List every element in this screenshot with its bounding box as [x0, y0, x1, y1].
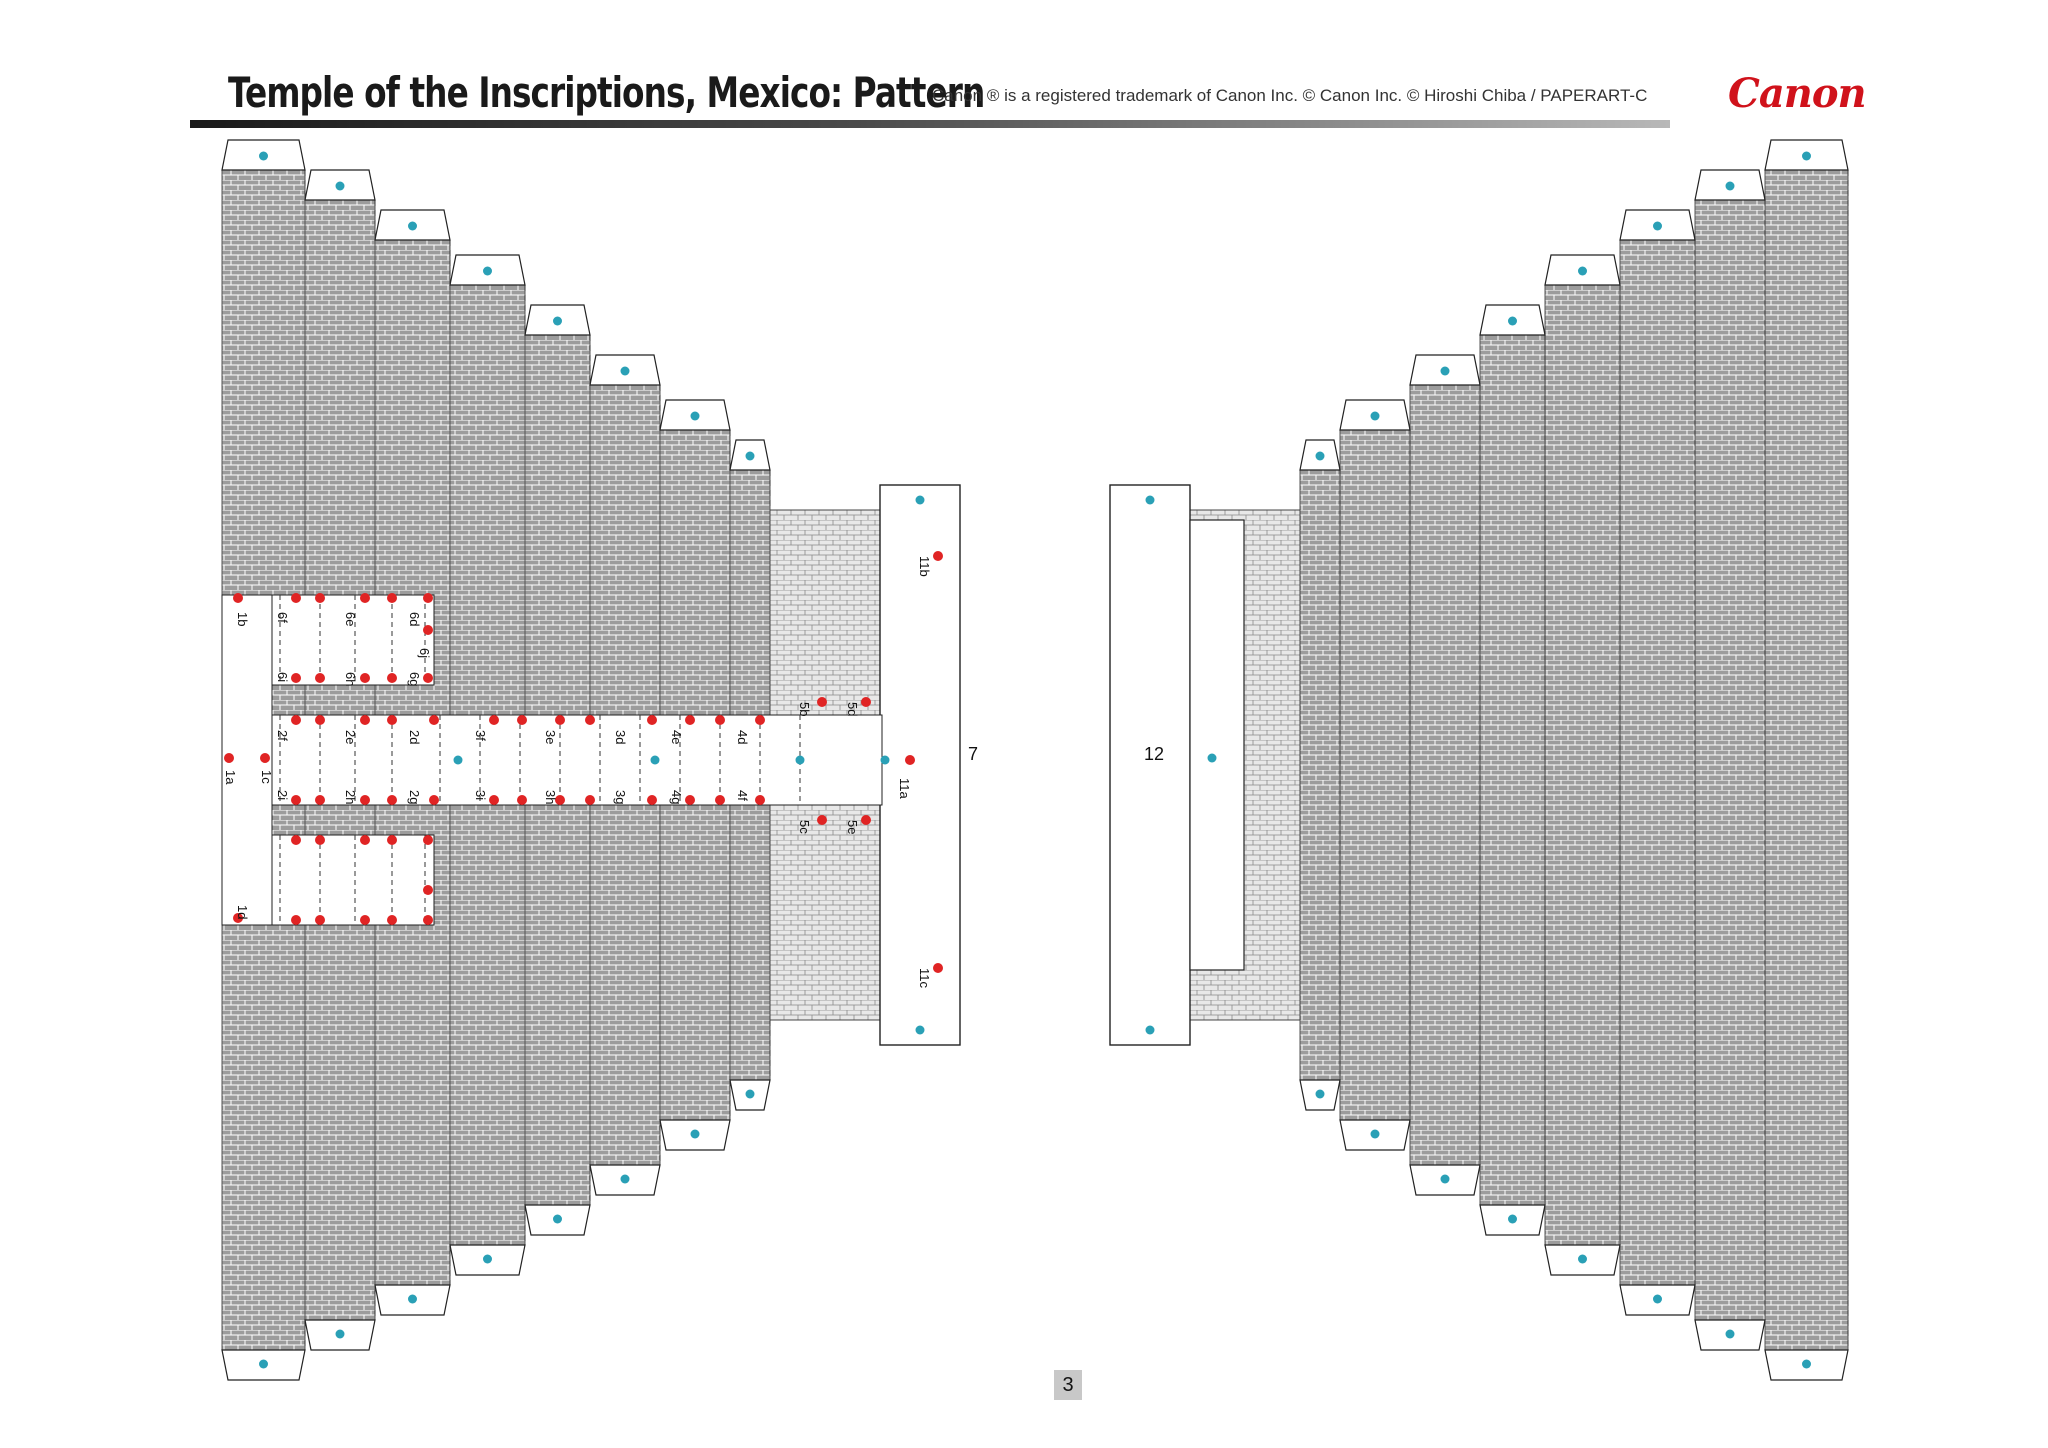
- glue-dot: [291, 593, 301, 603]
- fold-dot: [1726, 182, 1735, 191]
- fold-dot: [746, 1090, 755, 1099]
- glue-label-6j: 6j: [417, 648, 432, 659]
- glue-dot: [861, 815, 871, 825]
- fold-dot: [1578, 267, 1587, 276]
- glue-dot: [517, 715, 527, 725]
- fold-dot: [553, 1215, 562, 1224]
- glue-dot: [517, 795, 527, 805]
- brick-column: [1620, 240, 1695, 1285]
- glue-label-4d: 4d: [735, 730, 750, 745]
- fold-dot: [881, 756, 890, 765]
- glue-dot: [387, 835, 397, 845]
- pattern-piece-7: [222, 140, 960, 1380]
- fold-dot: [1802, 1360, 1811, 1369]
- glue-dot: [489, 795, 499, 805]
- fold-dot: [1508, 317, 1517, 326]
- glue-dot: [360, 593, 370, 603]
- glue-dot: [685, 715, 695, 725]
- copyright-notice: Canon ® is a registered trademark of Canon Inc. © Canon Inc. © Hiroshi Chiba / PAPERART-C: [932, 86, 1648, 105]
- glue-dot: [585, 795, 595, 805]
- glue-dot: [423, 625, 433, 635]
- glue-dot: [315, 715, 325, 725]
- glue-label-1a: 1a: [223, 770, 238, 785]
- glue-dot: [360, 795, 370, 805]
- glue-dot: [423, 593, 433, 603]
- fold-dot: [483, 267, 492, 276]
- canon-logo: Canon: [1728, 70, 1866, 117]
- glue-dot: [933, 963, 943, 973]
- fold-dot: [1441, 367, 1450, 376]
- piece-number-12: 12: [1144, 744, 1165, 764]
- glue-label-1b: 1b: [235, 612, 250, 627]
- fold-dot: [483, 1255, 492, 1264]
- fold-dot: [1371, 1130, 1380, 1139]
- fold-dot: [1508, 1215, 1517, 1224]
- glue-label-4f: 4f: [735, 790, 750, 801]
- fold-dot: [553, 317, 562, 326]
- glue-dot: [755, 795, 765, 805]
- glue-label-1c: 1c: [259, 770, 274, 784]
- fold-dot: [1146, 496, 1155, 505]
- glue-dot: [387, 673, 397, 683]
- glue-dot: [905, 755, 915, 765]
- glue-dot: [715, 795, 725, 805]
- fold-dot: [796, 756, 805, 765]
- glue-label-11c: 11c: [917, 968, 932, 988]
- glue-dot: [423, 915, 433, 925]
- glue-label-2f: 2f: [275, 730, 290, 741]
- glue-label-4e: 4e: [669, 730, 684, 745]
- end-panel: [1110, 485, 1190, 1045]
- glue-dot: [233, 593, 243, 603]
- glue-label-4g: 4g: [669, 790, 684, 805]
- glue-label-3g: 3g: [613, 790, 628, 805]
- glue-dot: [861, 697, 871, 707]
- glue-label-2i: 2i: [275, 790, 290, 801]
- glue-dot: [647, 715, 657, 725]
- fold-dot: [651, 756, 660, 765]
- fold-dot: [1802, 152, 1811, 161]
- glue-dot: [387, 915, 397, 925]
- glue-dot: [387, 795, 397, 805]
- glue-dot: [315, 673, 325, 683]
- fold-dot: [408, 222, 417, 231]
- glue-dot: [291, 915, 301, 925]
- fold-dot: [1208, 754, 1217, 763]
- glue-label-11a: 11a: [897, 778, 912, 799]
- brick-column: [1410, 385, 1480, 1165]
- fold-dot: [1726, 1330, 1735, 1339]
- glue-dot: [715, 715, 725, 725]
- glue-label-6d: 6d: [407, 612, 422, 627]
- glue-dot: [315, 835, 325, 845]
- fold-dot: [1653, 222, 1662, 231]
- fold-dot: [1578, 1255, 1587, 1264]
- fold-dot: [336, 1330, 345, 1339]
- glue-dot: [423, 673, 433, 683]
- glue-label-6i: 6i: [275, 672, 290, 683]
- glue-label-3f: 3f: [473, 730, 488, 741]
- glue-dot: [291, 715, 301, 725]
- glue-dot: [291, 835, 301, 845]
- fold-dot: [259, 1360, 268, 1369]
- fold-dot: [1316, 1090, 1325, 1099]
- fold-dot: [1371, 412, 1380, 421]
- glue-dot: [555, 715, 565, 725]
- glue-label-2e: 2e: [343, 730, 358, 745]
- fold-dot: [691, 412, 700, 421]
- brick-column: [1695, 200, 1765, 1320]
- glue-dot: [291, 673, 301, 683]
- brick-column: [1545, 285, 1620, 1245]
- glue-dot: [429, 795, 439, 805]
- glue-dot: [291, 795, 301, 805]
- glue-dot: [685, 795, 695, 805]
- glue-label-11b: 11b: [917, 556, 932, 577]
- glue-label-2d: 2d: [407, 730, 422, 745]
- fold-dot: [1441, 1175, 1450, 1184]
- glue-dot: [360, 673, 370, 683]
- glue-label-6g: 6g: [407, 672, 422, 687]
- glue-dot: [315, 593, 325, 603]
- fold-dot: [454, 756, 463, 765]
- glue-dot: [647, 795, 657, 805]
- page-title: Temple of the Inscriptions, Mexico: Pattern: [228, 68, 985, 117]
- fold-dot: [1316, 452, 1325, 461]
- glue-dot: [387, 593, 397, 603]
- glue-label-5c: 5c: [797, 820, 812, 834]
- fold-dot: [916, 1026, 925, 1035]
- glue-dot: [817, 697, 827, 707]
- fold-dot: [691, 1130, 700, 1139]
- fold-dot: [1146, 1026, 1155, 1035]
- fold-dot: [408, 1295, 417, 1304]
- fold-dot: [621, 1175, 630, 1184]
- glue-label-3h: 3h: [543, 790, 558, 805]
- piece-number-7: 7: [968, 744, 979, 764]
- glue-label-5d: 5d: [845, 702, 860, 717]
- fold-dot: [1653, 1295, 1662, 1304]
- glue-dot: [315, 795, 325, 805]
- glue-dot: [360, 835, 370, 845]
- glue-dot: [360, 915, 370, 925]
- pattern-piece-12: [1110, 140, 1848, 1380]
- fold-dot: [746, 452, 755, 461]
- glue-label-5e: 5e: [845, 820, 860, 835]
- glue-dot: [755, 715, 765, 725]
- glue-dot: [817, 815, 827, 825]
- glue-dot: [933, 551, 943, 561]
- glue-label-6h: 6h: [343, 672, 358, 687]
- fold-dot: [916, 496, 925, 505]
- glue-label-2h: 2h: [343, 790, 358, 805]
- glue-dot: [315, 915, 325, 925]
- brick-column: [1340, 430, 1410, 1120]
- glue-dot: [360, 715, 370, 725]
- glue-dot: [260, 753, 270, 763]
- glue-dot: [387, 715, 397, 725]
- glue-dot: [489, 715, 499, 725]
- glue-label-6e: 6e: [343, 612, 358, 627]
- fold-dot: [259, 152, 268, 161]
- glue-dot: [423, 835, 433, 845]
- fold-dot: [621, 367, 630, 376]
- glue-label-6f: 6f: [275, 612, 290, 623]
- brick-column: [1300, 470, 1340, 1080]
- brick-column: [1480, 335, 1545, 1205]
- fold-dot: [336, 182, 345, 191]
- glue-label-2g: 2g: [407, 790, 422, 805]
- glue-label-1d: 1d: [235, 905, 250, 920]
- brick-column: [1765, 170, 1848, 1350]
- glue-dot: [429, 715, 439, 725]
- inner-panel: [1190, 520, 1244, 970]
- glue-label-5b: 5b: [797, 702, 812, 717]
- glue-dot: [585, 715, 595, 725]
- glue-label-3d: 3d: [613, 730, 628, 745]
- page-number: 3: [1054, 1370, 1082, 1400]
- glue-label-3e: 3e: [543, 730, 558, 745]
- glue-label-3i: 3i: [473, 790, 488, 801]
- glue-dot: [224, 753, 234, 763]
- glue-dot: [423, 885, 433, 895]
